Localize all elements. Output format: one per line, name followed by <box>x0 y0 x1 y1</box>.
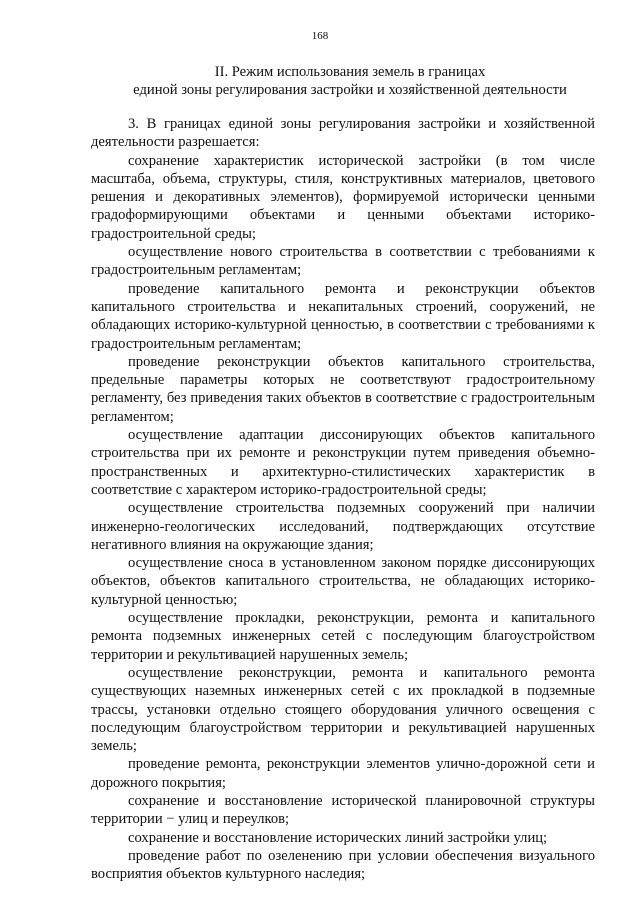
paragraph: сохранение и восстановление исторической планировочной структуры территории − улиц и переулков; <box>91 792 595 828</box>
paragraph: осуществление сноса в установленном законом порядке диссонирующих объектов, объектов капитального строительства, не обладающих историко-культурной ценностью; <box>91 555 595 608</box>
section-heading <box>90 63 610 99</box>
paragraph: проведение реконструкции объектов капитального строительства, предельные параметры которых не соответствуют градостроительному регламенту, без приведения таких объектов в соответствие с градостроительным регламентом; <box>91 353 595 425</box>
paragraph: 3. В границах единой зоны регулирования застройки и хозяйственной деятельности разрешается: <box>91 116 595 151</box>
paragraph: сохранение характеристик исторической застройки (в том числе масштаба, объема, структуры, стиля, конструктивных материалов, цветового решения и декоративных элементов), формируемой исторически ценными градоформирующими объектами и ценными объектами историко-градостроительной среды; <box>91 152 595 242</box>
paragraph: проведение работ по озеленению при условии обеспечения визуального восприятия объектов культурного наследия; <box>91 847 595 883</box>
paragraph: осуществление реконструкции, ремонта и капитального ремонта существующих наземных инженерных сетей с их прокладкой в подземные трассы, установки отдельно стоящего оборудования уличного освещения с последующим благоустройством территории и рекультивацией нарушенных земель; <box>91 664 595 755</box>
paragraph: проведение капитального ремонта и реконструкции объектов капитального строительства и некапитальных строений, сооружений, не обладающих историко-культурной ценностью, в соответствии с требованиями к градостроительным регламентам; <box>91 280 595 352</box>
paragraph: осуществление адаптации диссонирующих объектов капитального строительства при их ремонте и реконструкции путем приведения объемно-пространственных и архитектурно-стилистических характеристик в соответствие с характером историко-градостроительной среды; <box>91 427 595 498</box>
paragraph: осуществление прокладки, реконструкции, ремонта и капитального ремонта подземных инженерных сетей с последующим благоустройством территории и рекультивацией нарушенных земель; <box>91 610 595 663</box>
paragraph: осуществление строительства подземных сооружений при наличии инженерно-геологических исследований, подтверждающих отсутствие негативного влияния на окружающие здания; <box>91 500 595 553</box>
section-heading-line-1: II. Режим использования земель в границах <box>214 64 486 80</box>
page-number: 168 <box>311 30 329 42</box>
document-body <box>91 115 595 883</box>
section-heading-line-2: единой зоны регулирования застройки и хозяйственной деятельности <box>133 82 567 98</box>
paragraph: осуществление нового строительства в соответствии с требованиями к градостроительным регламентам; <box>91 244 595 279</box>
paragraph: сохранение и восстановление исторических линий застройки улиц; <box>128 829 548 846</box>
paragraph: проведение ремонта, реконструкции элементов улично-дорожной сети и дорожного покрытия; <box>91 756 595 791</box>
